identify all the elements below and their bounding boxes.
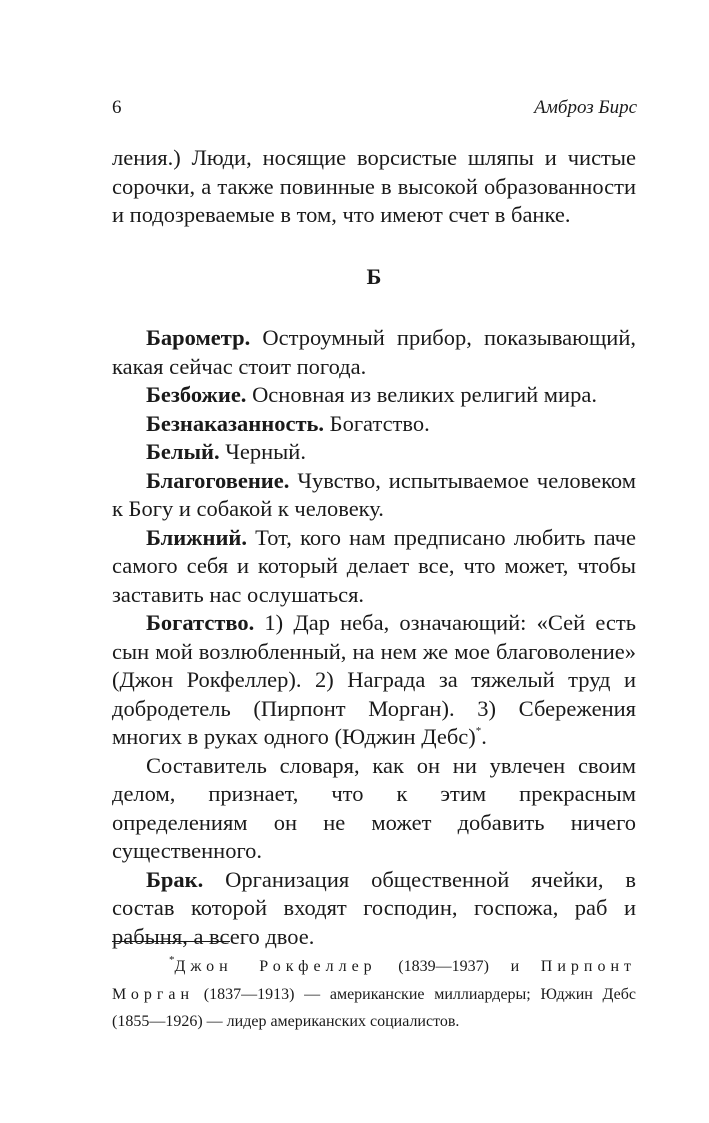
entry-marriage xyxy=(112,866,636,952)
entry-white xyxy=(112,438,636,467)
entry-neighbor xyxy=(112,524,636,610)
footnote xyxy=(112,953,636,1036)
entry-wealth xyxy=(112,609,636,752)
entry-term: Барометр. xyxy=(146,325,251,350)
footnote-reference: * xyxy=(475,724,482,737)
footnote-name-rockefeller: Джон Рокфеллер xyxy=(174,958,377,975)
entry-definition: Организация общественной ячейки, в состав которой входят господин, госпожа, раб и рабыня, а всего двое. xyxy=(112,866,636,949)
entry-barometer xyxy=(112,324,636,381)
footnote-marker: * xyxy=(169,953,175,966)
section-letter: Б xyxy=(366,263,382,289)
page-number: 6 xyxy=(112,97,122,118)
entry-definition: Тот, кого нам предписано любить паче самого себя и который делает все, что может, чтобы заставить нас ослушаться. xyxy=(112,524,636,607)
main-text xyxy=(112,144,636,951)
entry-term: Безбожие. xyxy=(146,382,247,407)
intro-paragraph: ления.) Люди, носящие ворсистые шляпы и чистые сорочки, а также повинные в высокой образованности и подозреваемые в том, что имеют счет в банке. xyxy=(112,145,636,227)
entry-term: Ближний. xyxy=(146,524,247,550)
entry-term: Благоговение. xyxy=(146,467,290,493)
compiler-note: Составитель словаря, как он ни увлечен своим делом, признает, что к этим прекрасным определениям он не может добавить ничего существенного. xyxy=(112,752,636,863)
footnote-text xyxy=(112,953,636,1036)
entry-impunity xyxy=(112,410,636,439)
entry-term: Безнаказанность. xyxy=(146,410,325,436)
entry-definition: Черный. xyxy=(219,439,306,464)
footnote-dates-1: (1839—1937) и xyxy=(376,958,541,975)
entry-definition: Богатство. xyxy=(324,410,430,436)
entry-term: Брак. xyxy=(146,866,204,892)
entry-reverence xyxy=(112,467,636,524)
entry-definition: Остроумный прибор, показывающий, какая сейчас стоит погода. xyxy=(112,325,636,379)
entry-term: Богатство. xyxy=(146,610,255,635)
entry-punctuation: . xyxy=(481,724,487,749)
footnote-divider xyxy=(112,941,230,942)
running-title: Амброз Бирс xyxy=(534,97,637,118)
entry-definition: Чувство, испытываемое человеком к Богу и собакой к человеку. xyxy=(112,467,636,521)
entry-definition: 1) Дар неба, означающий: «Сей есть сын мой возлюбленный, на нем же мое благоволение» (Джон Рокфеллер). 2) Награда за тяжелый труд и добродетель (Пирпонт Морган). 3) Сбережения многих в руках одного (Юджин Дебс) xyxy=(112,610,636,749)
footnote-dates-2: (1837—1913) — американские миллиардеры; Юджин Дебс (1855—1926) — лидер американских социалистов. xyxy=(112,985,636,1030)
footnote-name-morgan: Пирпонт Морган xyxy=(112,958,636,1003)
entry-atheism xyxy=(112,381,636,410)
entry-definition: Основная из великих религий мира. xyxy=(246,382,597,407)
entry-term: Белый. xyxy=(146,439,220,464)
